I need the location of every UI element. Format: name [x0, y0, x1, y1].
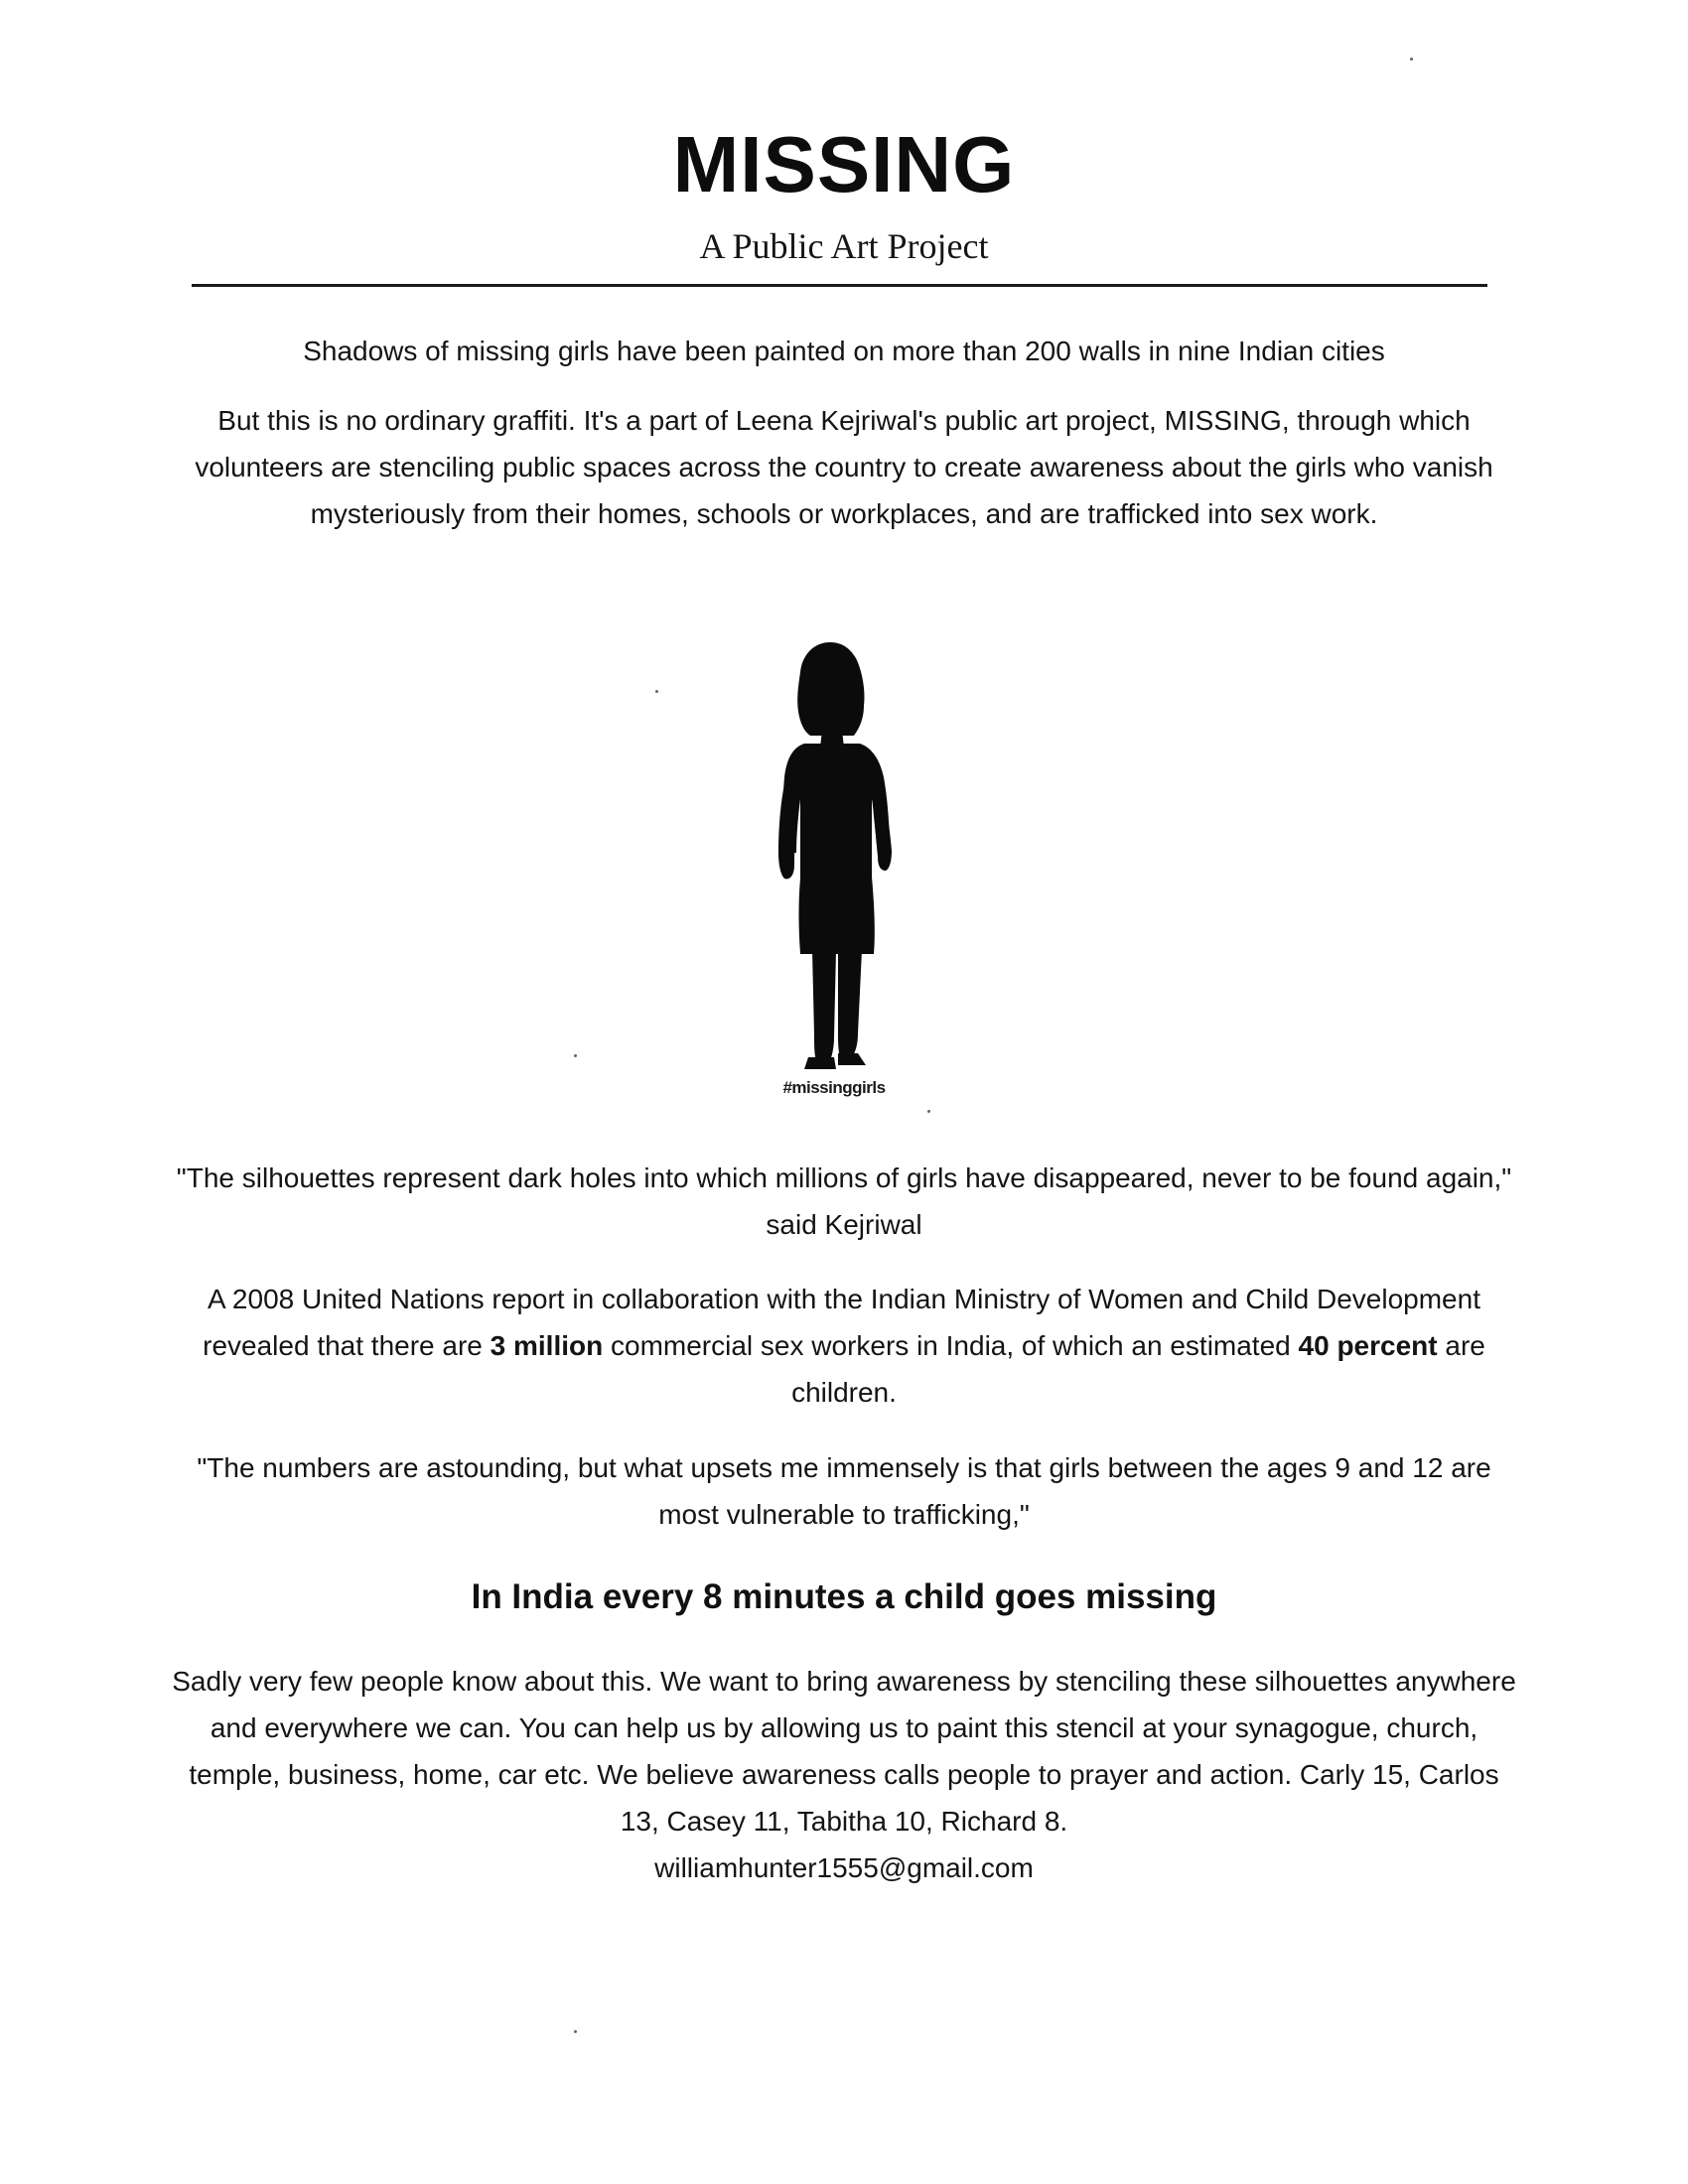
- silhouette-head: [797, 642, 864, 736]
- scan-speck: [574, 1054, 577, 1057]
- intro-paragraph: Shadows of missing girls have been painted on more than 200 walls in nine Indian cities: [303, 336, 1385, 366]
- stat-40-percent: 40 percent: [1298, 1330, 1438, 1361]
- title-divider: [192, 284, 1487, 287]
- silhouette-feet: [804, 1053, 866, 1069]
- page-title: MISSING: [672, 120, 1016, 208]
- silhouette-right-arm: [872, 777, 892, 871]
- hashtag-caption: #missinggirls: [782, 1078, 886, 1097]
- girl-silhouette-icon: [735, 640, 933, 1077]
- stat-3-million: 3 million: [490, 1330, 604, 1361]
- closing-paragraph: [169, 1658, 1519, 1891]
- scan-speck: [927, 1110, 930, 1113]
- scan-speck: [655, 690, 658, 693]
- page-subtitle: A Public Art Project: [699, 226, 989, 266]
- silhouette-legs: [812, 950, 862, 1061]
- un-report-text-3: are children.: [791, 1330, 1485, 1408]
- un-report-text-1: A 2008 United Nations report in collaboration with the Indian Ministry of Women and Child Development revealed that there are: [203, 1284, 1480, 1361]
- scan-speck: [574, 2030, 577, 2033]
- graffiti-paragraph: But this is no ordinary graffiti. It's a part of Leena Kejriwal's public art project, MISSING, through which volunteers are stenciling public spaces across the country to create awareness about the girls who vanish mysteriously from their homes, schools or workplaces, and are trafficked into sex work.: [195, 405, 1493, 529]
- contact-email[interactable]: williamhunter1555@gmail.com: [654, 1852, 1034, 1883]
- ages-quote: "The numbers are astounding, but what upsets me immensely is that girls between the ages 9 and 12 are most vulnerable to trafficking,": [197, 1452, 1491, 1530]
- closing-text: Sadly very few people know about this. We want to bring awareness by stenciling these silhouettes anywhere and everywhere we can. You can help us by allowing us to paint this stencil at your synagogue, church, temple, business, home, car etc. We believe awareness calls people to prayer and action. Carly 15, Carlos 13, Casey 11, Tabitha 10, Richard 8.: [172, 1666, 1516, 1837]
- scan-speck: [1410, 58, 1413, 61]
- kejriwal-quote: "The silhouettes represent dark holes into which millions of girls have disappeared, never to be found again," said Kejriwal: [176, 1162, 1512, 1240]
- silhouette-body: [783, 744, 891, 954]
- headline-statistic: In India every 8 minutes a child goes missing: [471, 1577, 1217, 1616]
- silhouette-left-arm: [778, 775, 798, 879]
- un-report-text-2: commercial sex workers in India, of which an estimated: [603, 1330, 1299, 1361]
- silhouette-figure: [735, 640, 933, 1112]
- un-report-paragraph: [169, 1276, 1519, 1416]
